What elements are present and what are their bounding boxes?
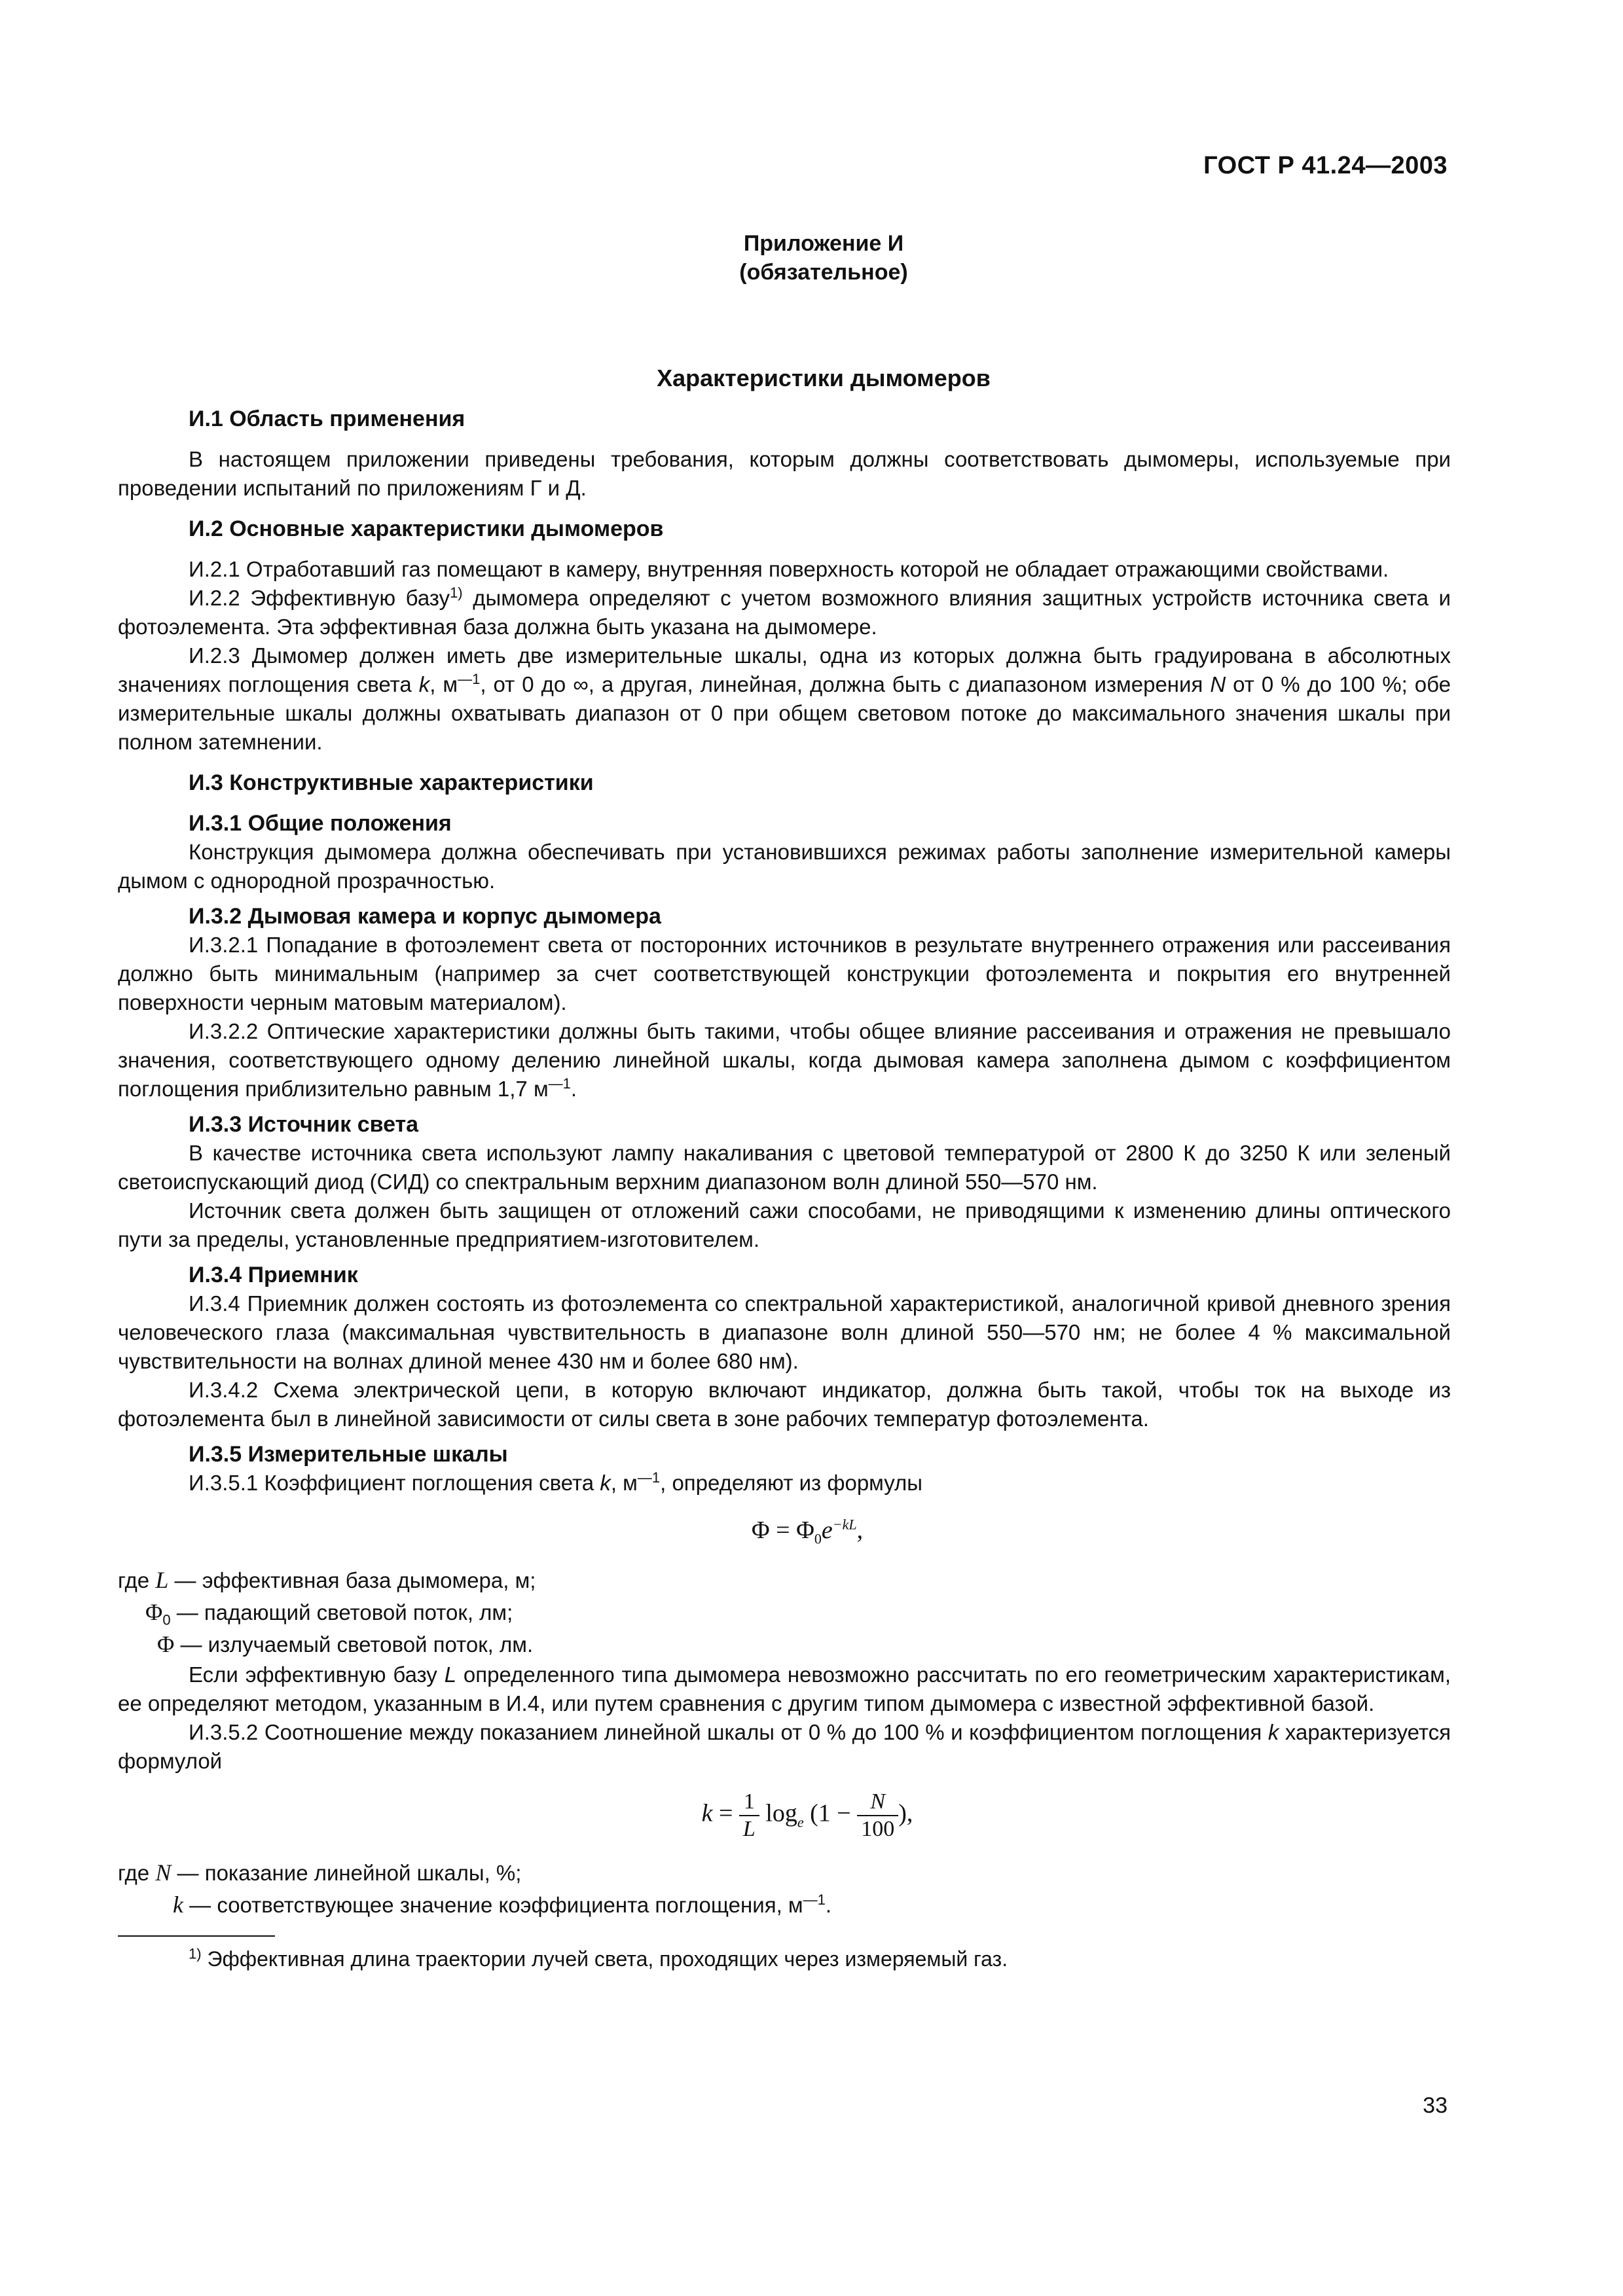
footnote-marker: 1) [189, 1945, 202, 1962]
fraction-N-over-100: $\frac{N}{100}$ [857, 1789, 898, 1842]
standard-code: ГОСТ Р 41.24—2003 [1203, 152, 1448, 179]
section-heading-i3-5: И.3.5 Измерительные шкалы [189, 1442, 508, 1467]
page-content [118, 229, 1451, 1972]
formula-absorption: k = $\frac{1}{L}$ $\log_e (1$ − $\frac{N}{100}$ ), [701, 1789, 913, 1841]
footnote-separator [118, 1935, 275, 1937]
paragraph-i3-4-2: И.3.4.2 Схема электрической цепи, в которую включают индикатор, должна быть такой, чтобы ток на выходе из фотоэлемента был в линейной зависимости от силы света в зоне рабочих температур фотоэлемента. [118, 1378, 1451, 1431]
footnote: $^{1)}$ Эффективная длина траектории лучей света, проходящих через измеряемый газ. [189, 1945, 1008, 1971]
annex-status: (обязательное) [739, 260, 908, 285]
formula-flux: $\Phi = \Phi_0e^{-kL}$, [751, 1516, 864, 1547]
section-heading-i3-3: И.3.3 Источник света [189, 1112, 419, 1137]
where-L: где L — эффективная база дымомера, м; [118, 1567, 536, 1593]
paragraph-i2-2: И.2.2 Эффективную базу$^{1)}$ дымомера определяют с учетом возможного влияния защитных устройств источника света и фотоэлемента. Эта эффективная база должна быть указана на дымомере. [118, 584, 1451, 639]
paragraph-i3-2-1: И.3.2.1 Попадание в фотоэлемент света от посторонних источников в результате внутреннего отражения или рассеивания должно быть минимальным (например за счет соответствующей конструкции фотоэлемента и покрытия его внутренней поверхности черным матовым материалом). [118, 933, 1451, 1014]
paragraph-i2-3: И.2.3 Дымомер должен иметь две измерительные шкалы, одна из которых должна быть градуирована в абсолютных значениях поглощения света k, $м^{—1}$, от 0 до ∞, а другая, линейная, должна быть с диапазоном измерения N от 0 % до 100 %; обе измерительные шкалы должны охватывать диапазон от 0 при общем световом потоке до максимального значения шкалы при полном затемнении. [118, 643, 1451, 754]
where-k: k — соответствующее значение коэффициента поглощения, $м^{—1}$. [173, 1892, 832, 1918]
section-heading-i3-4: И.3.4 Приемник [189, 1263, 358, 1287]
annex-title: Приложение И [743, 231, 904, 256]
section-heading-i3-2: И.3.2 Дымовая камера и корпус дымомера [189, 904, 661, 929]
paragraph-i2-1: И.2.1 Отработавший газ помещают в камеру, внутренняя поверхность которой не обладает отражающими свойствами. [189, 557, 1389, 581]
where-F0: $\Phi_0$ — падающий световой поток, лм; [145, 1599, 513, 1628]
footnote-ref: 1) [450, 584, 463, 601]
where-N: где N — показание линейной шкалы, %; [118, 1859, 522, 1886]
page-number: 33 [1423, 2093, 1448, 2118]
paragraph-i3-4-1: И.3.4 Приемник должен состоять из фотоэлемента со спектральной характеристикой, аналогичной кривой дневного зрения человеческого глаза (максимальная чувствительность в диапазоне волн длиной 550—570 нм; не более 4 % максимальной чувствительности на волнах длиной менее 430 нм и более 680 нм). [118, 1291, 1451, 1373]
paragraph-i1: В настоящем приложении приведены требования, которым должны соответствовать дымомеры, используемые при проведении испытаний по приложениям Г и Д. [118, 447, 1451, 500]
paragraph-i3-1: Конструкция дымомера должна обеспечивать при установившихся режимах работы заполнение измерительной камеры дымом с однородной прозрачностью. [118, 840, 1451, 893]
paragraph-i3-5-1: И.3.5.1 Коэффициент поглощения света k, $м^{—1}$, определяют из формулы [189, 1469, 922, 1495]
paragraph-i3-5-2: И.3.5.2 Соотношение между показанием линейной шкалы от 0 % до 100 % и коэффициентом поглощения k характеризуется формулой [118, 1720, 1451, 1773]
document-title: Характеристики дымомеров [657, 365, 991, 391]
paragraph-i3-5-1-b: Если эффективную базу L определенного типа дымомера невозможно рассчитать по его геометрическим характеристикам, ее определяют методом, указанным в И.4, или путем сравнения с другим типом дымомера с известной эффективной базой. [118, 1662, 1451, 1715]
paragraph-i3-3-1: В качестве источника света используют лампу накаливания с цветовой температурой от 2800 К до 3250 К или зеленый светоиспускающий диод (СИД) со спектральным верхним диапазоном волн длиной 550—570 нм. [118, 1141, 1451, 1194]
paragraph-i3-3-2: Источник света должен быть защищен от отложений сажи способами, не приводящими к изменению длины оптического пути за пределы, установленные предприятием-изготовителем. [118, 1198, 1451, 1251]
section-heading-i2: И.2 Основные характеристики дымомеров [189, 516, 664, 541]
where-F: Φ — излучаемый световой поток, лм. [157, 1631, 534, 1657]
section-heading-i3-1: И.3.1 Общие положения [189, 811, 452, 836]
fraction-1-over-L: $\frac{1}{L}$ [739, 1789, 759, 1842]
section-heading-i3: И.3 Конструктивные характеристики [189, 770, 594, 795]
paragraph-i3-2-2: И.3.2.2 Оптические характеристики должны быть такими, чтобы общее влияние рассеивания и отражения не превышало значения, соответствующего одному делению линейной шкалы, когда дымовая камера заполнена дымом с коэффициентом поглощения приблизительно равным 1,7 $м^{—1}$. [118, 1019, 1451, 1101]
section-heading-i1: И.1 Область применения [189, 406, 465, 431]
